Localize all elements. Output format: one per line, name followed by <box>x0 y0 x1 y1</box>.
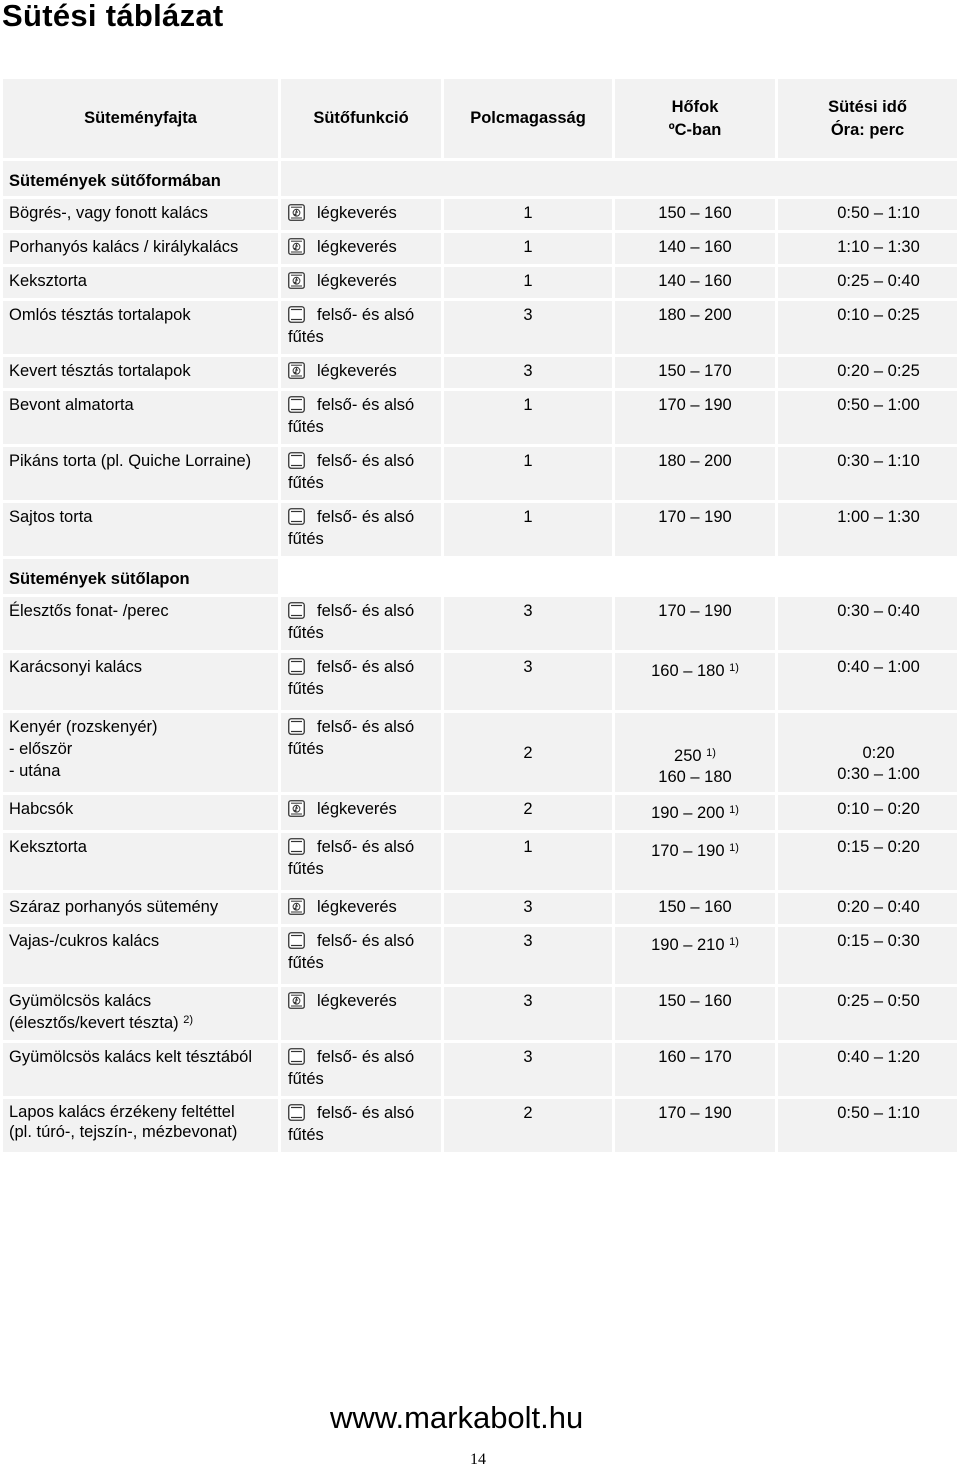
table-row <box>3 830 957 890</box>
time-cell: 0:20 – 0:25 <box>775 354 957 388</box>
function-cell <box>278 710 441 792</box>
section-title: Sütemények sütőformában <box>3 158 278 196</box>
header-type: Süteményfajta <box>84 109 197 127</box>
recipe-name: Habcsók <box>3 792 278 830</box>
function-label: felső- és alsó <box>317 718 415 736</box>
baking-table <box>3 79 957 1152</box>
function-label: légkeverés <box>317 238 397 256</box>
recipe-name-text: Lapos kalács érzékeny feltéttel <box>9 1103 235 1121</box>
function-label: légkeverés <box>317 204 397 222</box>
section-title: Sütemények sütőlapon <box>3 556 278 594</box>
shelf-cell: 3 <box>441 890 612 924</box>
time-cell: 0:40 – 1:20 <box>775 1040 957 1096</box>
shelf-cell: 3 <box>441 594 612 650</box>
time-cell: 1:10 – 1:30 <box>775 230 957 264</box>
temp-cell: 180 – 200 <box>612 298 775 354</box>
function-cell <box>278 650 441 710</box>
section-row <box>3 158 957 196</box>
table-row <box>3 196 957 230</box>
function-label: felső- és alsó <box>317 838 415 856</box>
table-row <box>3 1040 957 1096</box>
table-row <box>3 264 957 298</box>
fan-oven-icon <box>288 992 305 1009</box>
function-label: fűtés <box>288 1070 324 1088</box>
table-row <box>3 594 957 650</box>
time-cell: 0:20 – 0:40 <box>775 890 957 924</box>
footnote-mark: 1) <box>729 804 739 816</box>
phase-label: - utána <box>9 762 61 780</box>
top-bottom-heat-icon <box>288 306 305 323</box>
recipe-name: Karácsonyi kalács <box>3 650 278 710</box>
function-label: felső- és alsó <box>317 932 415 950</box>
table-row <box>3 388 957 444</box>
phase-label: - először <box>9 740 73 758</box>
shelf-cell: 1 <box>441 500 612 556</box>
function-cell <box>278 1040 441 1096</box>
table-row <box>3 792 957 830</box>
time-cell: 0:25 – 0:40 <box>775 264 957 298</box>
top-bottom-heat-icon <box>288 932 305 949</box>
temp-cell: 170 – 190 <box>612 594 775 650</box>
function-label: felső- és alsó <box>317 658 415 676</box>
temp-cell: 150 – 160 <box>612 984 775 1040</box>
temp-value: 250 <box>674 747 702 765</box>
shelf-cell: 1 <box>441 388 612 444</box>
table-row-bread <box>3 710 957 792</box>
recipe-name: Keksztorta <box>3 830 278 890</box>
header-shelf: Polcmagasság <box>441 79 612 158</box>
temp-cell: 140 – 160 <box>612 230 775 264</box>
function-cell <box>278 354 441 388</box>
time-cell: 0:15 – 0:30 <box>775 924 957 984</box>
temp-cell: 160 – 170 <box>612 1040 775 1096</box>
temp-cell <box>612 830 775 890</box>
shelf-cell: 1 <box>441 230 612 264</box>
function-label: légkeverés <box>317 272 397 290</box>
function-label: fűtés <box>288 680 324 698</box>
shelf-cell: 3 <box>441 354 612 388</box>
function-cell <box>278 1096 441 1152</box>
header-time: Sütési idő Óra: perc <box>775 79 957 158</box>
temp-cell: 170 – 190 <box>612 500 775 556</box>
top-bottom-heat-icon <box>288 508 305 525</box>
temp-cell: 150 – 160 <box>612 890 775 924</box>
shelf-cell: 2 <box>441 792 612 830</box>
temp-cell <box>612 650 775 710</box>
recipe-name: Vajas-/cukros kalács <box>3 924 278 984</box>
function-label: légkeverés <box>317 898 397 916</box>
recipe-name <box>3 710 278 792</box>
function-label: fűtés <box>288 860 324 878</box>
function-label: felső- és alsó <box>317 602 415 620</box>
temp-cell: 150 – 170 <box>612 354 775 388</box>
shelf-cell: 3 <box>441 924 612 984</box>
function-label: fűtés <box>288 328 324 346</box>
header-temp: Hőfok ºC-ban <box>612 79 775 158</box>
function-label: fűtés <box>288 530 324 548</box>
function-label: fűtés <box>288 474 324 492</box>
function-label: légkeverés <box>317 362 397 380</box>
function-label: felső- és alsó <box>317 306 415 324</box>
time-cell: 0:15 – 0:20 <box>775 830 957 890</box>
function-label: fűtés <box>288 418 324 436</box>
function-label: felső- és alsó <box>317 1104 415 1122</box>
shelf-cell: 2 <box>441 710 612 792</box>
function-label: felső- és alsó <box>317 396 415 414</box>
time-cell: 0:30 – 0:40 <box>775 594 957 650</box>
time-cell: 0:50 – 1:00 <box>775 388 957 444</box>
recipe-name: Porhanyós kalács / királykalács <box>3 230 278 264</box>
temp-cell <box>612 924 775 984</box>
temp-value: 190 – 210 <box>651 936 725 954</box>
top-bottom-heat-icon <box>288 602 305 619</box>
time-cell: 0:25 – 0:50 <box>775 984 957 1040</box>
function-cell <box>278 444 441 500</box>
table-row <box>3 1096 957 1152</box>
function-label: fűtés <box>288 624 324 642</box>
function-label: fűtés <box>288 954 324 972</box>
recipe-name: Bevont almatorta <box>3 388 278 444</box>
shelf-cell: 2 <box>441 1096 612 1152</box>
shelf-cell: 1 <box>441 444 612 500</box>
temp-cell: 170 – 190 <box>612 388 775 444</box>
function-cell <box>278 924 441 984</box>
table-row <box>3 298 957 354</box>
top-bottom-heat-icon <box>288 658 305 675</box>
function-cell <box>278 594 441 650</box>
function-cell <box>278 792 441 830</box>
top-bottom-heat-icon <box>288 1048 305 1065</box>
table-row <box>3 984 957 1040</box>
function-label: légkeverés <box>317 800 397 818</box>
section-filler <box>278 556 957 594</box>
function-label: fűtés <box>288 740 324 758</box>
recipe-name: Sajtos torta <box>3 500 278 556</box>
function-label: felső- és alsó <box>317 508 415 526</box>
time-value: 0:30 – 1:00 <box>837 765 920 783</box>
table-header <box>3 79 957 158</box>
recipe-name: Keksztorta <box>3 264 278 298</box>
table-row <box>3 354 957 388</box>
time-cell: 0:10 – 0:20 <box>775 792 957 830</box>
function-cell <box>278 984 441 1040</box>
recipe-name <box>3 984 278 1040</box>
shelf-cell: 3 <box>441 984 612 1040</box>
temp-value: 190 – 200 <box>651 804 725 822</box>
recipe-name-text: Kenyér (rozskenyér) <box>9 718 158 736</box>
table-row <box>3 924 957 984</box>
function-cell <box>278 388 441 444</box>
temp-cell <box>612 710 775 792</box>
table-row <box>3 890 957 924</box>
recipe-name: Gyümölcsös kalács kelt tésztából <box>3 1040 278 1096</box>
function-label: fűtés <box>288 1126 324 1144</box>
shelf-cell: 1 <box>441 264 612 298</box>
footnote-mark: 2) <box>183 1014 194 1026</box>
time-cell <box>775 710 957 792</box>
function-cell <box>278 890 441 924</box>
fan-oven-icon <box>288 362 305 379</box>
shelf-cell: 1 <box>441 830 612 890</box>
function-cell <box>278 264 441 298</box>
table-row <box>3 230 957 264</box>
function-label: felső- és alsó <box>317 1048 415 1066</box>
recipe-name: Bögrés-, vagy fonott kalács <box>3 196 278 230</box>
fan-oven-icon <box>288 204 305 221</box>
fan-oven-icon <box>288 238 305 255</box>
table-row <box>3 444 957 500</box>
time-cell: 1:00 – 1:30 <box>775 500 957 556</box>
recipe-name-text: (élesztős/kevert tészta) <box>9 1014 179 1032</box>
time-cell: 0:30 – 1:10 <box>775 444 957 500</box>
footnote-mark: 1) <box>729 936 739 948</box>
function-cell <box>278 830 441 890</box>
function-label: légkeverés <box>317 992 397 1010</box>
function-cell <box>278 500 441 556</box>
recipe-name-text: Gyümölcsös kalács <box>9 992 152 1010</box>
table-row <box>3 650 957 710</box>
recipe-name <box>3 1096 278 1152</box>
temp-cell: 150 – 160 <box>612 196 775 230</box>
top-bottom-heat-icon <box>288 452 305 469</box>
fan-oven-icon <box>288 800 305 817</box>
footer-url: www.markabolt.hu <box>330 1400 584 1435</box>
page-title: Sütési táblázat <box>2 0 224 33</box>
top-bottom-heat-icon <box>288 396 305 413</box>
footnote-mark: 1) <box>706 747 716 759</box>
temp-value: 160 – 180 <box>651 662 725 680</box>
function-cell <box>278 230 441 264</box>
temp-cell <box>612 792 775 830</box>
footnote-mark: 1) <box>729 842 739 854</box>
time-value: 0:20 <box>862 744 895 762</box>
shelf-cell: 3 <box>441 1040 612 1096</box>
recipe-name-text: (pl. túró-, tejszín-, mézbevonat) <box>9 1123 238 1141</box>
section-row <box>3 556 957 594</box>
top-bottom-heat-icon <box>288 838 305 855</box>
function-cell <box>278 196 441 230</box>
page-number: 14 <box>470 1451 486 1468</box>
time-cell: 0:50 – 1:10 <box>775 196 957 230</box>
recipe-name: Kevert tésztás tortalapok <box>3 354 278 388</box>
temp-value: 160 – 180 <box>658 768 732 786</box>
header-function: Sütőfunkció <box>278 79 441 158</box>
shelf-cell: 3 <box>441 650 612 710</box>
top-bottom-heat-icon <box>288 718 305 735</box>
footnote-mark: 1) <box>729 662 739 674</box>
temp-value: 170 – 190 <box>651 842 725 860</box>
temp-cell: 170 – 190 <box>612 1096 775 1152</box>
temp-cell: 180 – 200 <box>612 444 775 500</box>
time-cell: 0:40 – 1:00 <box>775 650 957 710</box>
table-row <box>3 500 957 556</box>
shelf-cell: 1 <box>441 196 612 230</box>
fan-oven-icon <box>288 898 305 915</box>
function-cell <box>278 298 441 354</box>
recipe-name: Száraz porhanyós sütemény <box>3 890 278 924</box>
recipe-name: Pikáns torta (pl. Quiche Lorraine) <box>3 444 278 500</box>
shelf-cell: 3 <box>441 298 612 354</box>
recipe-name: Élesztős fonat- /perec <box>3 594 278 650</box>
recipe-name: Omlós tésztás tortalapok <box>3 298 278 354</box>
section-filler <box>278 158 957 196</box>
time-cell: 0:50 – 1:10 <box>775 1096 957 1152</box>
function-label: felső- és alsó <box>317 452 415 470</box>
time-cell: 0:10 – 0:25 <box>775 298 957 354</box>
fan-oven-icon <box>288 272 305 289</box>
top-bottom-heat-icon <box>288 1104 305 1121</box>
temp-cell: 140 – 160 <box>612 264 775 298</box>
